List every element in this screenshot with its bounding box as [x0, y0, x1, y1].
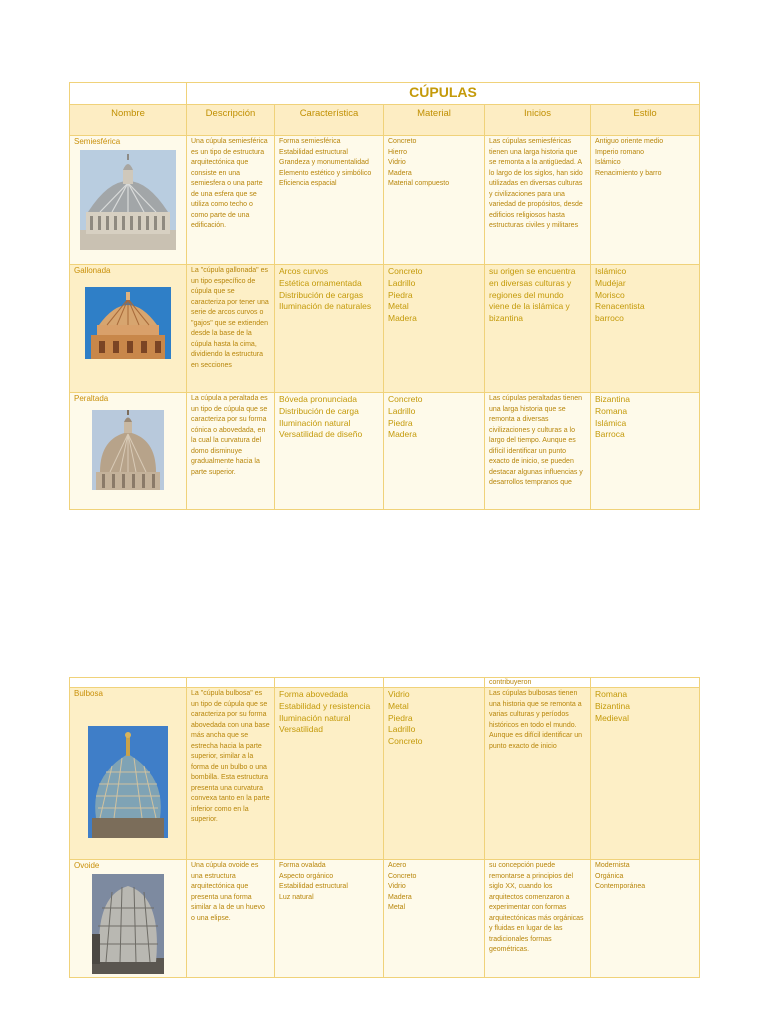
dome-name: Peraltada [74, 394, 109, 403]
dome-material: Acero Concreto Vidrio Madera Metal [384, 860, 485, 978]
dome-description: La "cúpula bulbosa" es un tipo de cúpula que se caracteriza por su forma abovedada con una base más ancha que se estrecha hacia la parte superior, similar a la forma de un bulbo o una bombilla. Esta estructura presenta una curvatura convexa tanto en la parte inferior como en la superior. [187, 688, 275, 860]
dome-origins: su origen se encuentra en diversas culturas y regiones del mundo viene de la islámica y bizantina [485, 265, 591, 393]
dome-name: Bulbosa [74, 689, 103, 698]
dome-characteristics: Forma ovalada Aspecto orgánico Estabilidad estructural Luz natural [275, 860, 384, 978]
header-descripcion: Descripción [187, 105, 275, 136]
header-nombre: Nombre [70, 105, 187, 136]
dome-origins: Las cúpulas semiesféricas tienen una larga historia que se remonta a la antigüedad. A lo largo de los siglos, han sido utilizadas en diversas culturas y civilizaciones para una variedad de propósitos, desde edificios religiosos hasta estructuras civiles y militares [485, 136, 591, 265]
dome-style: Romana Bizantina Medieval [591, 688, 700, 860]
header-material: Material [384, 105, 485, 136]
table-row [70, 393, 700, 510]
dome-name: Semiesférica [74, 137, 121, 146]
dome-origins: Las cúpulas bulbosas tienen una historia que se remonta a varias culturas y períodos históricos en todo el mundo. Aunque es difícil identificar un punto exacto de inicio [485, 688, 591, 860]
bulbosa-dome-image [88, 726, 168, 838]
dome-material: Concreto Ladrillo Piedra Metal Madera [384, 265, 485, 393]
dome-description: Una cúpula semiesférica es un tipo de estructura arquitectónica que consiste en una semiesfera o una parte de una esfera que se utiliza como techo o como parte de una edificación. [187, 136, 275, 265]
gallonada-dome-image [85, 287, 171, 359]
header-estilo: Estilo [591, 105, 700, 136]
semiesferica-dome-image [80, 150, 176, 250]
continuation-text: contribuyeron [485, 678, 591, 688]
title-blank-cell [70, 83, 187, 105]
dome-characteristics: Arcos curvos Estética ornamentada Distribución de cargas Iluminación de naturales [275, 265, 384, 393]
dome-characteristics: Forma abovedada Estabilidad y resistencia Iluminación natural Versatilidad [275, 688, 384, 860]
table-row [70, 688, 700, 860]
dome-style: Modernista Orgánica Contemporánea [591, 860, 700, 978]
header-caracteristica: Característica [275, 105, 384, 136]
table-row [70, 136, 700, 265]
dome-name: Gallonada [74, 266, 111, 275]
dome-style: Bizantina Romana Islámica Barroca [591, 393, 700, 510]
domes-table-part-2 [69, 677, 700, 978]
dome-name: Ovoide [74, 861, 100, 870]
header-inicios: Inicios [485, 105, 591, 136]
dome-material: Vidrio Metal Piedra Ladrillo Concreto [384, 688, 485, 860]
table-row [70, 265, 700, 393]
table-row [70, 860, 700, 978]
domes-table-part-1 [69, 82, 700, 510]
dome-characteristics: Forma semiesférica Estabilidad estructural Grandeza y monumentalidad Elemento estético y simbólico Eficiencia espacial [275, 136, 384, 265]
dome-material: Concreto Ladrillo Piedra Madera [384, 393, 485, 510]
dome-style: Islámico Mudéjar Morisco Renacentista barroco [591, 265, 700, 393]
continuation-row [70, 678, 700, 688]
table-title: CÚPULAS [187, 83, 700, 105]
dome-origins: su concepción puede remontarse a principios del siglo XX, cuando los arquitectos comenzaron a experimentar con formas arquitectónicas más orgánicas y fluidas en lugar de las tradicionales formas geométricas. [485, 860, 591, 978]
ovoide-dome-image [92, 874, 164, 974]
dome-description: La "cúpula gallonada" es un tipo específico de cúpula que se caracteriza por tener una serie de arcos curvos o "gajos" que se extienden desde la base de la cúpula hasta la cima, dividiendo la estructura en secciones [187, 265, 275, 393]
dome-characteristics: Bóveda pronunciada Distribución de carga Iluminación natural Versatilidad de diseño [275, 393, 384, 510]
peraltada-dome-image [92, 410, 164, 490]
dome-origins: Las cúpulas peraltadas tienen una larga historia que se remonta a diversas civilizaciones y culturas a lo largo del tiempo. Aunque es difícil identificar un punto exacto de inicio, se pueden destacar algunas influencias y desarrollos tempranos que [485, 393, 591, 510]
dome-description: La cúpula a peraltada es un tipo de cúpula que se caracteriza por su forma cónica o abovedada, en la cual la curvatura del domo disminuye gradualmente hacia la parte superior. [187, 393, 275, 510]
dome-style: Antiguo oriente medio Imperio romano Islámico Renacimiento y barro [591, 136, 700, 265]
dome-description: Una cúpula ovoide es una estructura arquitectónica que presenta una forma similar a la de un huevo o una elipse. [187, 860, 275, 978]
dome-material: Concreto Hierro Vidrio Madera Material compuesto [384, 136, 485, 265]
